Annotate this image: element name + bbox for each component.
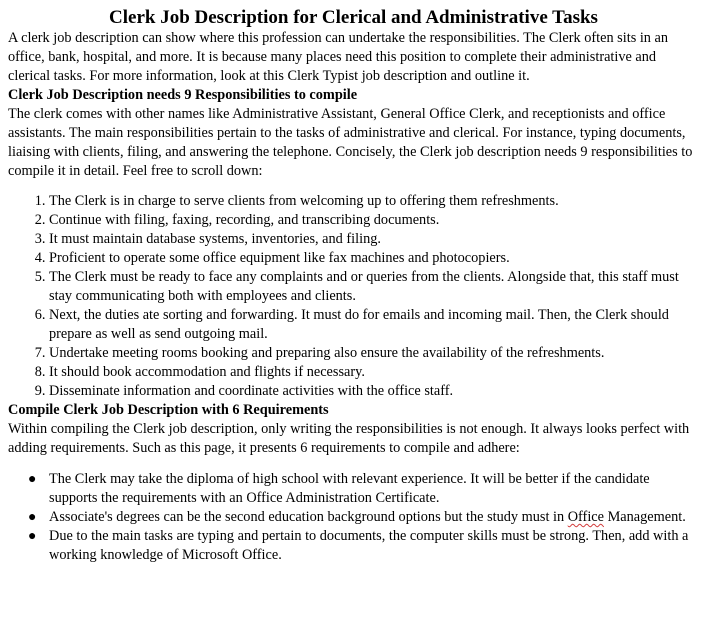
list-item — [28, 527, 699, 565]
list-item — [28, 508, 699, 527]
list-item: 2. Continue with filing, faxing, recording, and transcribing documents. — [49, 211, 699, 230]
list-item: 3. It must maintain database systems, inventories, and filing. — [49, 230, 699, 249]
requirements-paragraph: Within compiling the Clerk job description, only writing the responsibilities is not enough. It always looks perfect with adding requirements. Such as this page, it presents 6 requirements to compile and adhere: — [8, 421, 690, 456]
responsibilities-list — [8, 192, 699, 401]
list-item: 8. It should book accommodation and flights if necessary. — [49, 363, 699, 382]
list-item: 1. The Clerk is in charge to serve clients from welcoming up to offering them refreshments. — [49, 192, 699, 211]
list-item: 5. The Clerk must be ready to face any complaints and or queries from the clients. Alongside that, this staff must stay communicating both with employees and clients. — [49, 268, 699, 306]
list-item-text: The Clerk may take the diploma of high school with relevant experience. It will be better if the candidate supports the requirements with an Office Administration Certificate. — [49, 471, 650, 506]
list-item: 9. Disseminate information and coordinate activities with the office staff. — [49, 382, 699, 401]
list-item — [28, 470, 699, 508]
document-title: Clerk Job Description for Clerical and Administrative Tasks — [109, 7, 598, 28]
responsibilities-paragraph: The clerk comes with other names like Administrative Assistant, General Office Clerk, and receptionists and office assistants. The main responsibilities pertain to the tasks of administrative and clerical. For instance, typing documents, liaising with clients, filing, and answering the telephone. Concisely, the Clerk job description needs 9 responsibilities to compile it in detail. Feel free to scroll down: — [8, 106, 693, 179]
intro-paragraph: A clerk job description can show where this profession can undertake the responsibilities. The Clerk often sits in an office, bank, hospital, and more. It is because many places need this position to complete their administrative and clerical tasks. For more information, look at this Clerk Typist job description and outline it. — [8, 30, 669, 84]
bullet-icon: ● — [28, 472, 37, 487]
bullet-icon: ● — [28, 529, 37, 544]
list-item-text: Associate's degrees can be the second education background options but the study must in — [49, 509, 568, 525]
document-page — [0, 7, 707, 631]
section-heading-responsibilities: Clerk Job Description needs 9 Responsibilities to compile — [8, 87, 358, 103]
list-item-text-tail: Management. — [604, 509, 686, 525]
list-item: 4. Proficient to operate some office equipment like fax machines and photocopiers. — [49, 249, 699, 268]
list-item: 7. Undertake meeting rooms booking and preparing also ensure the availability of the refreshments. — [49, 344, 699, 363]
list-item-text: Due to the main tasks are typing and pertain to documents, the computer skills must be strong. Then, add with a working knowledge of Microsoft Office. — [49, 528, 689, 563]
requirements-list — [8, 470, 699, 565]
spellcheck-flagged-word: Office — [567, 509, 604, 525]
list-item: 6. Next, the duties ate sorting and forwarding. It must do for emails and incoming mail. Then, the Clerk should prepare as well as send outgoing mail. — [49, 306, 699, 344]
bullet-icon: ● — [28, 510, 37, 525]
section-heading-requirements: Compile Clerk Job Description with 6 Requirements — [8, 402, 329, 418]
